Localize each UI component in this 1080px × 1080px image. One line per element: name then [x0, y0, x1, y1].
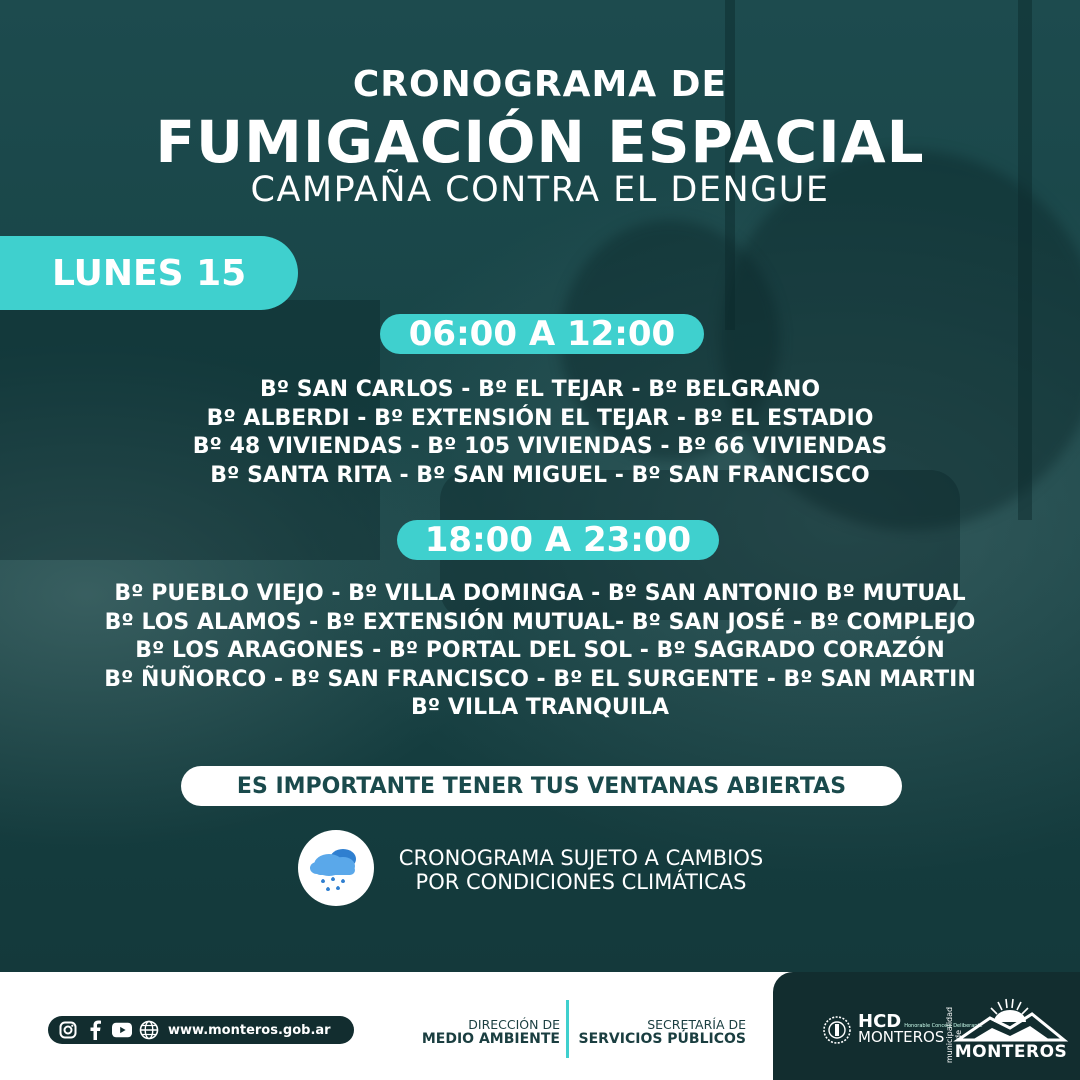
hcd-fullname: Honorable Concejo Deliberante [904, 1023, 983, 1029]
weather-badge [298, 830, 374, 906]
hcd-abbr: HCD [858, 1011, 902, 1032]
neighborhood-list-morning [0, 376, 1080, 490]
municipalidad-logo [945, 996, 1070, 1066]
weather-disclaimer-line: POR CONDICIONES CLIMÁTICAS [415, 870, 747, 894]
hcd-city: MONTEROS [858, 1028, 945, 1046]
neighborhood-line: Bº 48 VIVIENDAS - Bº 105 VIVIENDAS - Bº 66 VIVIENDAS [192, 434, 888, 459]
dept-line: DIRECCIÓN DE [468, 1017, 560, 1032]
neighborhood-line: Bº PUEBLO VIEJO - Bº VILLA DOMINGA - Bº SAN ANTONIO Bº MUTUAL [114, 581, 966, 606]
day-label: LUNES 15 [0, 236, 298, 310]
title-line-2: FUMIGACIÓN ESPACIAL [155, 108, 925, 176]
weather-disclaimer-line: CRONOGRAMA SUJETO A CAMBIOS [398, 846, 764, 870]
globe-icon[interactable] [139, 1020, 159, 1040]
title-line-1: CRONOGRAMA DE [352, 64, 728, 105]
muni-name: MONTEROS [954, 1042, 1068, 1062]
footer-divider [566, 1000, 569, 1058]
time-slot-morning: 06:00 A 12:00 [380, 314, 704, 354]
muni-small-label: municipalidad de [945, 1006, 963, 1064]
facebook-icon[interactable] [85, 1020, 105, 1040]
dept-name: SERVICIOS PÚBLICOS [578, 1031, 746, 1047]
open-windows-notice: ES IMPORTANTE TENER TUS VENTANAS ABIERTAS [181, 766, 902, 806]
neighborhood-line: Bº SAN CARLOS - Bº EL TEJAR - Bº BELGRANO [259, 377, 821, 402]
youtube-icon[interactable] [112, 1020, 132, 1040]
website-link[interactable]: www.monteros.gob.ar [168, 1022, 331, 1038]
neighborhood-line: Bº LOS ALAMOS - Bº EXTENSIÓN MUTUAL- Bº SAN JOSÉ - Bº COMPLEJO [104, 609, 976, 635]
time-slot-evening: 18:00 A 23:00 [397, 520, 719, 560]
weather-disclaimer [376, 846, 786, 894]
dept-line-strong [574, 1032, 746, 1046]
neighborhood-line: Bº LOS ARAGONES - Bº PORTAL DEL SOL - Bº SAGRADO CORAZÓN [135, 638, 945, 663]
dept-servicios-publicos [574, 1018, 746, 1046]
dept-line: SECRETARÍA DE [647, 1017, 746, 1032]
dept-line-strong [400, 1032, 560, 1046]
social-bar [48, 1016, 354, 1044]
rain-cloud-icon [307, 839, 365, 897]
dept-name: MEDIO AMBIENTE [421, 1031, 560, 1047]
neighborhood-line: Bº ÑUÑORCO - Bº SAN FRANCISCO - Bº EL SURGENTE - Bº SAN MARTIN [104, 666, 976, 692]
instagram-icon[interactable] [58, 1020, 78, 1040]
neighborhood-list-evening [0, 580, 1080, 723]
monteros-sun-mountain-icon [952, 996, 1070, 1042]
title-line-3: CAMPAÑA CONTRA EL DENGUE [250, 170, 830, 210]
dept-medio-ambiente [400, 1018, 560, 1046]
neighborhood-line: Bº VILLA TRANQUILA [411, 695, 669, 720]
neighborhood-line: Bº SANTA RITA - Bº SAN MIGUEL - Bº SAN FRANCISCO [210, 462, 870, 488]
neighborhood-line: Bº ALBERDI - Bº EXTENSIÓN EL TEJAR - Bº EL ESTADIO [206, 405, 874, 431]
hcd-seal-icon [822, 1015, 852, 1045]
